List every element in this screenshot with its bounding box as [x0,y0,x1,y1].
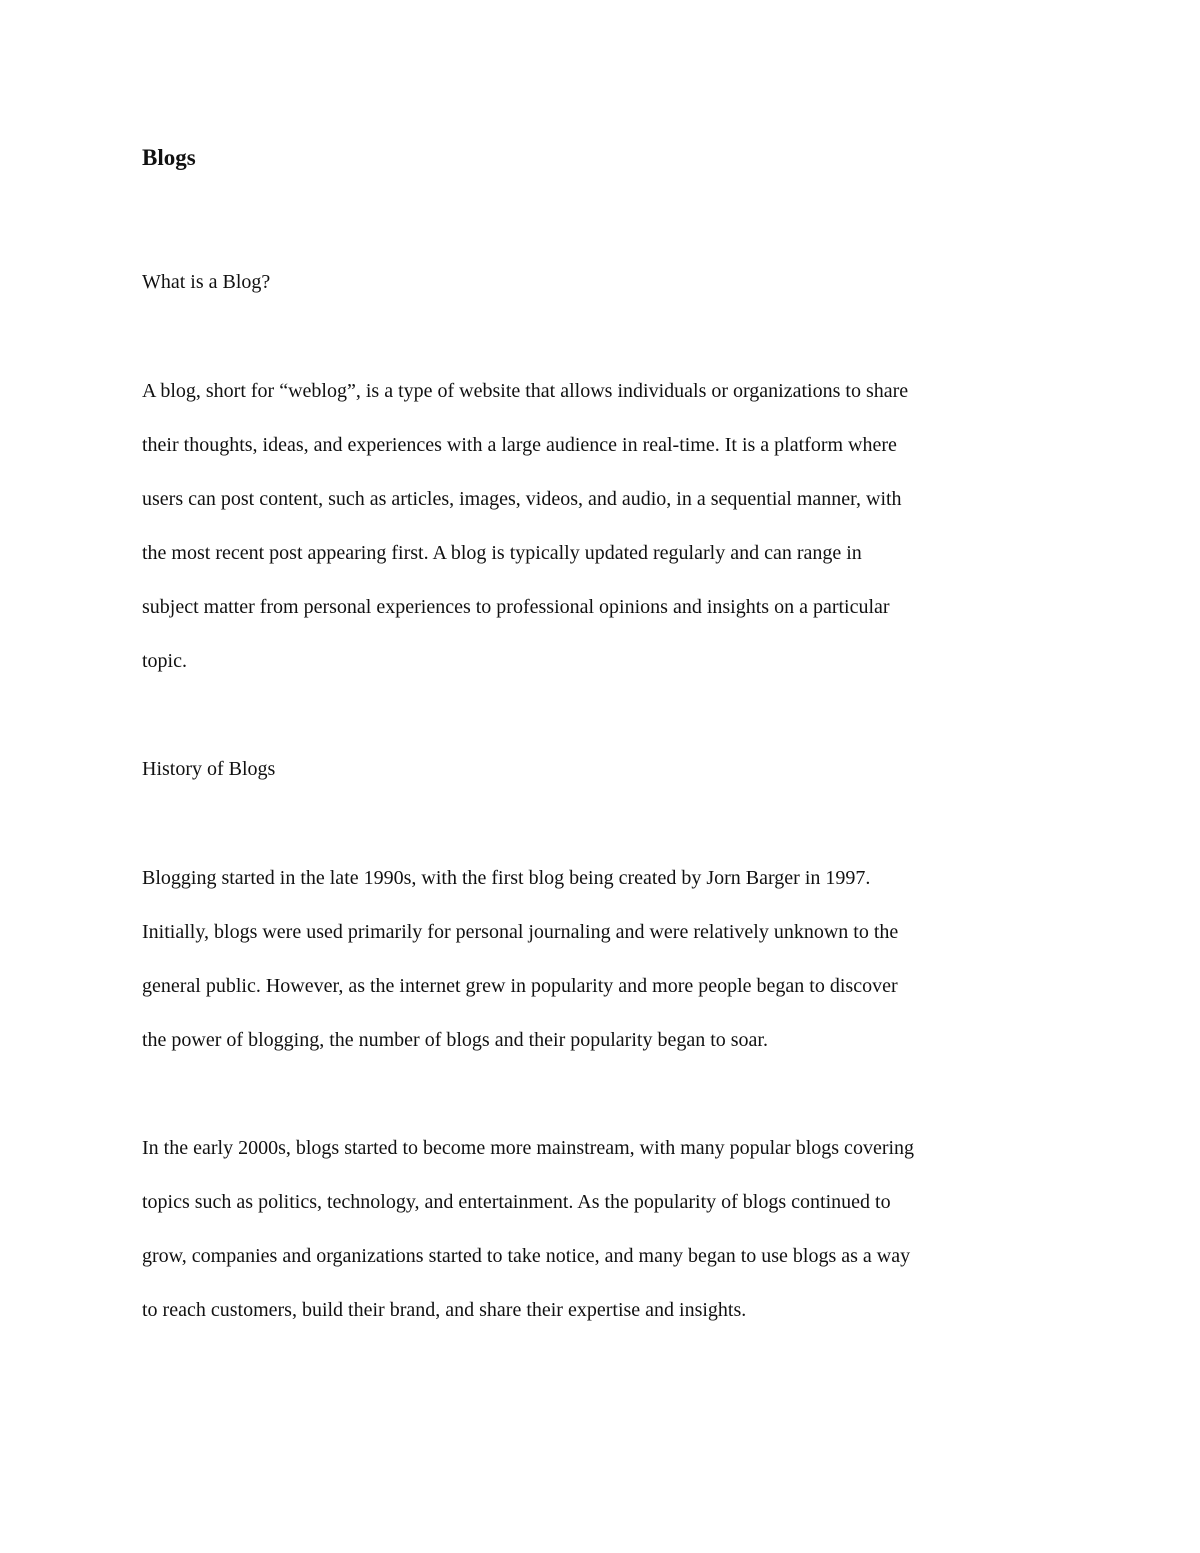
section-heading-history-of-blogs: History of Blogs [142,758,276,780]
paragraph-blog-definition [142,364,1072,688]
paragraph-line: their thoughts, ideas, and experiences with a large audience in real-time. It is a platform where [142,434,897,456]
paragraph-line: subject matter from personal experiences to professional opinions and insights on a particular [142,596,890,618]
paragraph-line: general public. However, as the internet grew in popularity and more people began to discover [142,975,898,997]
paragraph-line: topic. [142,650,187,672]
document-title: Blogs [142,145,196,170]
paragraph-line: Initially, blogs were used primarily for personal journaling and were relatively unknown to the [142,921,899,943]
paragraph-line: Blogging started in the late 1990s, with the first blog being created by Jorn Barger in 1997. [142,867,871,889]
paragraph-line: the most recent post appearing first. A blog is typically updated regularly and can range in [142,542,862,564]
paragraph-line: users can post content, such as articles, images, videos, and audio, in a sequential manner, with [142,488,902,510]
paragraph-blogging-origins [142,851,1072,1067]
paragraph-mainstream-blogs [142,1121,1072,1337]
paragraph-line: the power of blogging, the number of blogs and their popularity began to soar. [142,1029,768,1051]
paragraph-line: grow, companies and organizations started to take notice, and many began to use blogs as a way [142,1245,911,1267]
paragraph-line: A blog, short for “weblog”, is a type of website that allows individuals or organizations to share [142,380,909,402]
paragraph-line: to reach customers, build their brand, and share their expertise and insights. [142,1299,747,1321]
paragraph-line: topics such as politics, technology, and entertainment. As the popularity of blogs continued to [142,1191,891,1213]
section-heading-what-is-a-blog: What is a Blog? [142,271,271,293]
paragraph-line: In the early 2000s, blogs started to become more mainstream, with many popular blogs covering [142,1137,915,1159]
